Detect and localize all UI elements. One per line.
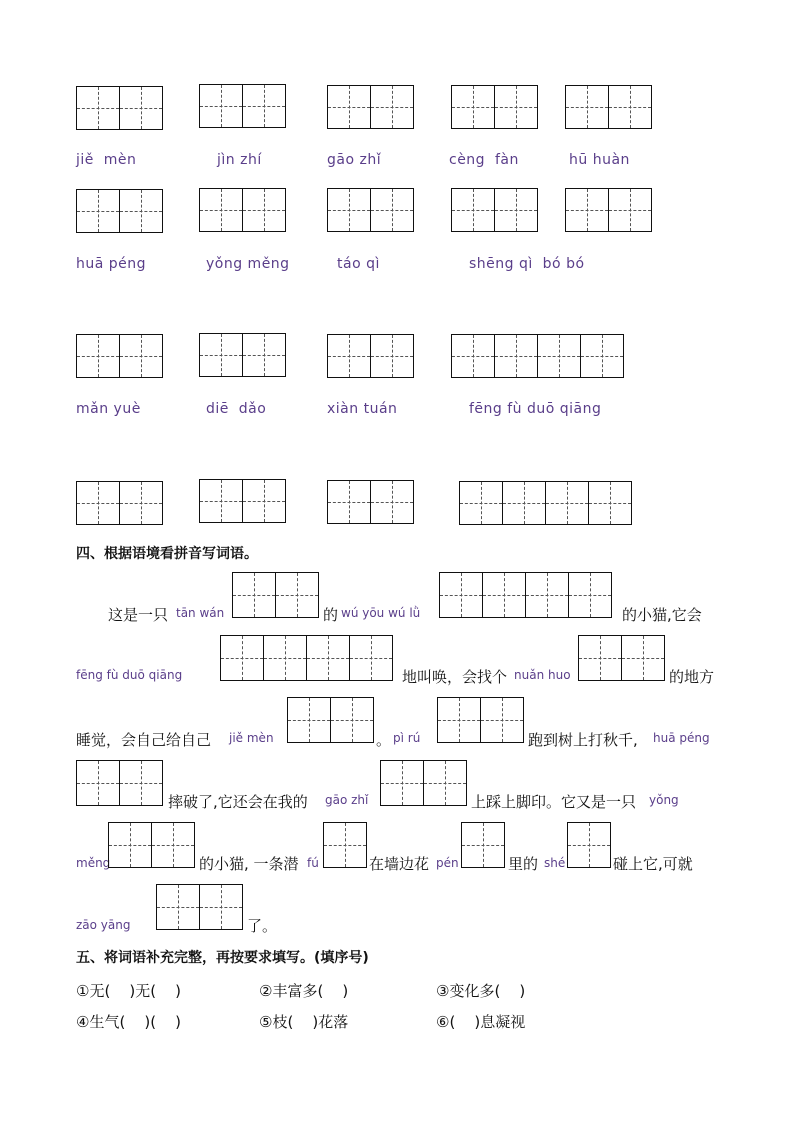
writing-cell[interactable]: [199, 188, 243, 232]
s4-pinyin-11: fú: [307, 856, 319, 870]
writing-cell[interactable]: [242, 84, 286, 128]
writing-cell[interactable]: [494, 188, 538, 232]
grid-r3-4[interactable]: [451, 334, 623, 378]
grid-r3-3[interactable]: [327, 334, 413, 378]
s4-grid-5[interactable]: [287, 697, 373, 743]
writing-cell[interactable]: [502, 481, 546, 525]
writing-cell[interactable]: [76, 334, 120, 378]
grid-r3-1[interactable]: [76, 334, 162, 378]
s4-pinyin-7: huā péng: [653, 731, 710, 745]
s4-text-10: 上踩上脚印。它又是一只: [471, 793, 637, 811]
grid-r2-5[interactable]: [565, 188, 651, 232]
writing-cell[interactable]: [327, 480, 371, 524]
writing-cell[interactable]: [76, 189, 120, 233]
writing-cell[interactable]: [242, 333, 286, 377]
writing-cell[interactable]: [323, 822, 367, 868]
writing-cell[interactable]: [330, 697, 374, 743]
writing-cell[interactable]: [370, 334, 414, 378]
s5-item-6: ⑥( )息凝视: [436, 1013, 526, 1031]
grid-r4-3[interactable]: [327, 480, 413, 524]
writing-cell[interactable]: [588, 481, 632, 525]
s4-grid-6[interactable]: [437, 697, 523, 743]
writing-cell[interactable]: [327, 85, 371, 129]
s4-grid-4[interactable]: [578, 635, 664, 681]
s4-pinyin-3: fēng fù duō qiāng: [76, 668, 183, 682]
writing-cell[interactable]: [380, 760, 424, 806]
grid-r1-4[interactable]: [451, 85, 537, 129]
writing-cell[interactable]: [370, 480, 414, 524]
s5-item-3: ③变化多( ): [436, 982, 526, 1000]
writing-cell[interactable]: [119, 334, 163, 378]
writing-cell[interactable]: [437, 697, 481, 743]
writing-cell[interactable]: [119, 86, 163, 130]
writing-cell[interactable]: [242, 188, 286, 232]
s4-pinyin-5: jiě mèn: [229, 731, 274, 745]
s4-text-14: 碰上它,可就: [613, 855, 693, 873]
writing-cell[interactable]: [199, 479, 243, 523]
writing-cell[interactable]: [578, 635, 622, 681]
s4-pinyin-13: shé: [544, 856, 566, 870]
writing-cell[interactable]: [494, 334, 538, 378]
s4-text-3: 的小猫,它会: [622, 606, 702, 624]
section4-heading: 四、根据语境看拼音写词语。: [76, 546, 258, 562]
s4-grid-9[interactable]: [108, 822, 194, 868]
s4-text-15: 了。: [247, 917, 278, 935]
grid-r1-2[interactable]: [199, 84, 285, 128]
s5-item-5: ⑤枝( )花落: [259, 1013, 349, 1031]
s4-text-5: 的地方: [669, 668, 715, 686]
s4-text-1: 这是一只: [108, 606, 169, 624]
pinyin-r1-4: cèng fàn: [449, 152, 519, 168]
s4-grid-10[interactable]: [323, 822, 366, 868]
grid-r3-2[interactable]: [199, 333, 285, 377]
s4-grid-1[interactable]: [232, 572, 318, 618]
writing-cell[interactable]: [568, 572, 612, 618]
s4-pinyin-4: nuǎn huo: [514, 668, 571, 682]
s4-text-13: 里的: [508, 855, 539, 873]
pinyin-r3-4: fēng fù duō qiāng: [469, 401, 602, 417]
pinyin-r3-1: mǎn yuè: [76, 401, 141, 417]
s4-text-12: 在墙边花: [369, 855, 430, 873]
pinyin-r2-3: táo qì: [337, 256, 380, 272]
s4-text-8: 跑到树上打秋千,: [528, 731, 638, 749]
grid-r2-1[interactable]: [76, 189, 162, 233]
writing-cell[interactable]: [275, 572, 319, 618]
section5-heading: 五、将词语补充完整，再按要求填写。(填序号): [76, 950, 369, 966]
writing-cell[interactable]: [242, 479, 286, 523]
s4-pinyin-2: wú yōu wú lǜ: [341, 606, 421, 620]
s4-text-2: 的: [323, 606, 339, 624]
writing-cell[interactable]: [537, 334, 581, 378]
s4-pinyin-8: gāo zhǐ: [325, 793, 369, 807]
writing-cell[interactable]: [451, 188, 495, 232]
writing-cell[interactable]: [608, 85, 652, 129]
writing-cell[interactable]: [461, 822, 505, 868]
writing-cell[interactable]: [545, 481, 589, 525]
pinyin-r2-2: yǒng měng: [206, 256, 290, 272]
pinyin-r3-2: diē dǎo: [206, 401, 267, 417]
writing-cell[interactable]: [306, 635, 350, 681]
grid-r2-4[interactable]: [451, 188, 537, 232]
writing-cell[interactable]: [565, 188, 609, 232]
s5-item-1: ①无( )无( ): [76, 982, 182, 1000]
pinyin-r1-5: hū huàn: [569, 152, 630, 168]
writing-cell[interactable]: [439, 572, 483, 618]
pinyin-r1-1: jiě mèn: [76, 152, 137, 168]
s4-pinyin-9: yǒng: [649, 793, 679, 807]
s4-text-6: 睡觉，会自己给自己: [76, 731, 212, 749]
s4-text-9: 摔破了,它还会在我的: [168, 793, 308, 811]
writing-cell[interactable]: [151, 822, 195, 868]
writing-cell[interactable]: [232, 572, 276, 618]
writing-cell[interactable]: [199, 84, 243, 128]
pinyin-r1-3: gāo zhǐ: [327, 152, 382, 168]
s4-pinyin-1: tān wán: [176, 606, 225, 620]
grid-r2-3[interactable]: [327, 188, 413, 232]
writing-cell[interactable]: [199, 333, 243, 377]
writing-cell[interactable]: [459, 481, 503, 525]
writing-cell[interactable]: [220, 635, 264, 681]
s4-pinyin-10: měng: [76, 856, 111, 870]
grid-r4-1[interactable]: [76, 481, 162, 525]
s4-pinyin-6: pì rú: [393, 731, 421, 745]
writing-cell[interactable]: [287, 697, 331, 743]
s4-grid-7[interactable]: [76, 760, 162, 806]
s5-item-4: ④生气( )( ): [76, 1013, 182, 1031]
s4-grid-8[interactable]: [380, 760, 466, 806]
writing-cell[interactable]: [76, 86, 120, 130]
grid-r2-2[interactable]: [199, 188, 285, 232]
s4-grid-2[interactable]: [439, 572, 611, 618]
writing-cell[interactable]: [423, 760, 467, 806]
grid-r4-2[interactable]: [199, 479, 285, 523]
s5-item-2: ②丰富多( ): [259, 982, 349, 1000]
s4-grid-3[interactable]: [220, 635, 392, 681]
grid-r4-4[interactable]: [459, 481, 631, 525]
pinyin-r1-2: jìn zhí: [217, 152, 262, 168]
writing-cell[interactable]: [108, 822, 152, 868]
writing-cell[interactable]: [370, 85, 414, 129]
writing-cell[interactable]: [119, 760, 163, 806]
s4-text-11: 的小猫, 一条潜: [199, 855, 299, 873]
s4-grid-11[interactable]: [461, 822, 504, 868]
writing-cell[interactable]: [494, 85, 538, 129]
pinyin-r3-3: xiàn tuán: [327, 401, 398, 417]
writing-cell[interactable]: [480, 697, 524, 743]
writing-cell[interactable]: [263, 635, 307, 681]
writing-cell[interactable]: [119, 481, 163, 525]
writing-cell[interactable]: [156, 884, 200, 930]
s4-pinyin-12: pén: [436, 856, 459, 870]
writing-cell[interactable]: [76, 481, 120, 525]
writing-cell[interactable]: [370, 188, 414, 232]
writing-cell[interactable]: [119, 189, 163, 233]
pinyin-r2-4: shēng qì bó bó: [469, 256, 585, 272]
pinyin-r2-1: huā péng: [76, 256, 147, 272]
writing-cell[interactable]: [327, 334, 371, 378]
s4-text-4: 地叫唤，会找个: [402, 668, 508, 686]
s4-pinyin-14: zāo yāng: [76, 918, 131, 932]
writing-cell[interactable]: [525, 572, 569, 618]
writing-cell[interactable]: [580, 334, 624, 378]
writing-cell[interactable]: [76, 760, 120, 806]
grid-r1-5[interactable]: [565, 85, 651, 129]
writing-cell[interactable]: [451, 85, 495, 129]
writing-cell[interactable]: [327, 188, 371, 232]
writing-cell[interactable]: [621, 635, 665, 681]
writing-cell[interactable]: [565, 85, 609, 129]
grid-r1-3[interactable]: [327, 85, 413, 129]
s4-grid-12[interactable]: [567, 822, 610, 868]
writing-cell[interactable]: [482, 572, 526, 618]
writing-cell[interactable]: [451, 334, 495, 378]
grid-r1-1[interactable]: [76, 86, 162, 130]
writing-cell[interactable]: [199, 884, 243, 930]
s4-grid-13[interactable]: [156, 884, 242, 930]
writing-cell[interactable]: [349, 635, 393, 681]
writing-cell[interactable]: [608, 188, 652, 232]
writing-cell[interactable]: [567, 822, 611, 868]
s4-text-7: 。: [376, 731, 392, 749]
